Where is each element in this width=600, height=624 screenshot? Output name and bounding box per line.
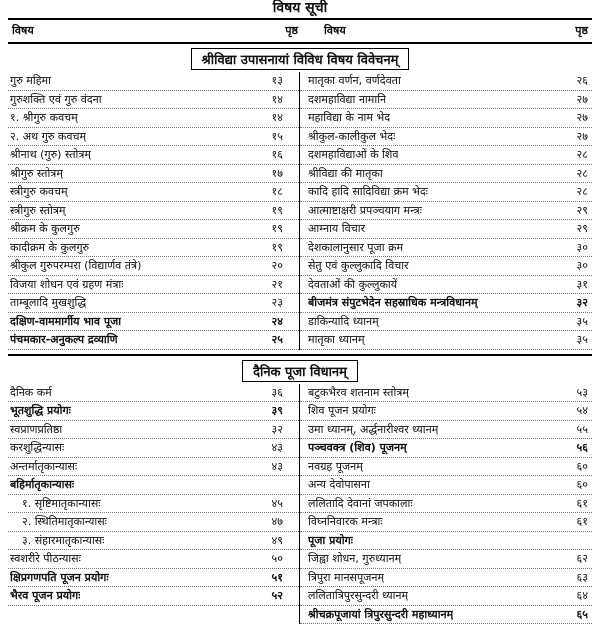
toc-entry-title: स्त्रीगुरु कवचम्: [10, 183, 68, 201]
toc-entry-page: ४७: [267, 513, 283, 531]
toc-entry-title: कादि हादि सादिविद्या क्रम भेदः: [308, 183, 428, 201]
toc-entry-page: २७: [572, 109, 588, 127]
section-2-columns: [8, 384, 592, 624]
toc-entry: [300, 532, 592, 551]
toc-entry: [300, 587, 592, 606]
toc-entry: [8, 587, 299, 606]
toc-entry-title: श्रीविद्या की मातृका: [308, 165, 383, 183]
toc-entry-page: २६: [572, 72, 588, 90]
toc-entry-title: नवग्रह पूजनम्: [308, 458, 363, 476]
toc-entry-title: स्वप्राणप्रतिष्ठा: [10, 421, 62, 439]
toc-entry: [8, 495, 299, 514]
toc-entry-title: पूजा प्रयोगः: [308, 532, 353, 550]
section-heading-1: [8, 48, 592, 70]
toc-entry-page: ६०: [572, 476, 588, 494]
toc-entry-page: ६१: [572, 495, 588, 513]
toc-entry: [300, 569, 592, 588]
toc-entry-title: विजया शोधन एवं ग्रहण मंत्राः: [10, 276, 123, 294]
section-1-left-column: [8, 72, 300, 350]
section-2-right-column: [300, 384, 592, 624]
toc-entry-title: अन्य देवोपासना: [308, 476, 370, 494]
toc-entry-title: ललितात्रिपुरसुन्दरी ध्यानम्: [308, 587, 408, 605]
toc-entry-title: देशकालानुसार पूजा क्रम: [308, 239, 403, 257]
toc-entry-page: ३२: [267, 421, 283, 439]
toc-entry: [300, 439, 592, 458]
toc-entry: [8, 202, 299, 221]
toc-entry-title: १. सृष्टिमातृकान्यासः: [10, 495, 101, 513]
toc-entry-page: ४९: [267, 532, 283, 550]
toc-entry-page: ५०: [267, 550, 283, 568]
toc-entry-page: ६४: [572, 587, 588, 605]
toc-entry-page: ३२: [572, 294, 588, 312]
toc-entry-title: अन्तर्मातृकान्यासः: [10, 458, 77, 476]
toc-entry-title: सेतु एवं कुल्लुकादि विचार: [308, 257, 409, 275]
toc-entry-page: २८: [572, 146, 588, 164]
toc-entry-page: २९: [572, 220, 588, 238]
toc-entry: [8, 384, 299, 403]
toc-entry: [8, 257, 299, 276]
toc-entry-title: भैरव पूजन प्रयोगः: [10, 587, 80, 605]
toc-entry-page: १४: [267, 91, 283, 109]
toc-entry-title: श्रीगुरु स्तोत्रम्: [10, 165, 63, 183]
toc-entry-page: १९: [267, 239, 283, 257]
toc-entry: [300, 109, 592, 128]
toc-entry: [300, 146, 592, 165]
toc-entry-title: गुरुशक्ति एवं गुरु वंदना: [10, 91, 102, 109]
toc-entry-page: १९: [267, 202, 283, 220]
section-1-columns: [8, 72, 592, 350]
toc-entry-title: दशमहाविद्याओं के शिव: [308, 146, 398, 164]
toc-entry-title: दैनिक कर्म: [10, 384, 52, 402]
toc-entry-page: १७: [267, 165, 283, 183]
toc-entry-title: क्षिप्रगणपति पूजन प्रयोगः: [10, 569, 109, 587]
toc-entry: [8, 458, 299, 477]
toc-entry: [300, 202, 592, 221]
toc-entry-title: देवताओं की कुल्लुकायें: [308, 276, 397, 294]
toc-entry-page: २५: [267, 331, 283, 349]
toc-entry: [8, 476, 299, 495]
toc-entry-page: ५४: [572, 402, 588, 420]
toc-entry: [300, 72, 592, 91]
toc-entry: [8, 532, 299, 551]
toc-entry: [300, 313, 592, 332]
toc-entry-page: २४: [267, 313, 283, 331]
toc-entry-page: ३१: [572, 276, 588, 294]
toc-entry: [300, 458, 592, 477]
toc-entry-title: आम्नाय विचार: [308, 220, 365, 238]
toc-entry: [300, 331, 592, 350]
toc-entry-page: ६५: [572, 606, 588, 624]
toc-entry-title: पंचमकार-अनुकल्प द्रव्याणि: [10, 331, 118, 349]
toc-entry-title: विघ्ननिवारक मन्त्राः: [308, 513, 383, 531]
toc-entry: [8, 421, 299, 440]
toc-entry: [8, 550, 299, 569]
toc-entry: [8, 109, 299, 128]
toc-entry: [300, 513, 592, 532]
toc-entry-page: ४३: [267, 439, 283, 457]
toc-entry-page: २८: [572, 183, 588, 201]
toc-entry-title: श्रीक्रम के कुलगुरु: [10, 220, 80, 238]
toc-entry: [8, 220, 299, 239]
toc-entry: [8, 331, 299, 350]
toc-entry-title: महाविद्या के नाम भेद: [308, 109, 390, 127]
toc-entry: [300, 476, 592, 495]
toc-entry: [300, 606, 592, 624]
column-header-row: [8, 18, 592, 44]
toc-entry-title: श्रीचक्रपूजायां त्रिपुरसुन्दरी महाध्यानम्: [308, 606, 453, 624]
section-1-right-column: [300, 72, 592, 350]
toc-entry: [8, 313, 299, 332]
toc-entry-page: १९: [267, 220, 283, 238]
toc-entry-page: ५२: [267, 587, 283, 605]
toc-entry-title: १. श्रीगुरु कवचम्: [10, 109, 78, 127]
toc-entry: [300, 294, 592, 313]
toc-entry-page: २९: [572, 202, 588, 220]
toc-entry-page: ४५: [267, 495, 283, 513]
toc-entry: [300, 183, 592, 202]
toc-entry-page: ३५: [572, 313, 588, 331]
toc-entry-page: ५५: [572, 421, 588, 439]
toc-entry: [300, 402, 592, 421]
toc-entry: [300, 239, 592, 258]
toc-entry: [300, 550, 592, 569]
toc-entry-title: पञ्चवक्त्र (शिव) पूजनम्: [308, 439, 407, 457]
toc-entry-title: कादीक्रम के कुलगुरु: [10, 239, 89, 257]
toc-entry-page: १६: [267, 146, 283, 164]
toc-entry-title: मातृका वर्णन, वर्णदेवता: [308, 72, 401, 90]
header-page-right: पृष्ठ: [548, 20, 592, 42]
toc-entry-title: दक्षिण-वाममार्गीय भाव पूजा: [10, 313, 121, 331]
toc-entry: [8, 439, 299, 458]
toc-entry: [8, 91, 299, 110]
section-divider: [8, 354, 592, 356]
toc-entry: [8, 569, 299, 588]
toc-entry-page: १३: [267, 72, 283, 90]
toc-entry-page: [267, 476, 283, 494]
toc-entry-page: ६२: [572, 550, 588, 568]
section-heading-2: [8, 360, 592, 382]
toc-entry: [8, 513, 299, 532]
toc-entry-title: ताम्बूलादि मुखशुद्धि: [10, 294, 86, 312]
toc-entry-page: २८: [572, 165, 588, 183]
toc-entry-title: गुरु महिमा: [10, 72, 51, 90]
toc-entry-title: मातृका ध्यानम्: [308, 331, 365, 349]
toc-entry-title: शिव पूजन प्रयोगः: [308, 402, 376, 420]
section-title-dainik-puja: दैनिक पूजा विधानम्: [242, 360, 358, 382]
toc-entry: [8, 276, 299, 295]
toc-entry-page: ३९: [267, 402, 283, 420]
toc-entry-title: ३. संहारमातृकान्यासः: [10, 532, 104, 550]
toc-entry-title: २. अथ गुरु कवचम्: [10, 128, 86, 146]
toc-entry-title: श्रीनाथ (गुरु) स्तोत्रम्: [10, 146, 91, 164]
header-subject-left: विषय: [8, 20, 262, 42]
toc-entry: [300, 165, 592, 184]
toc-entry: [8, 294, 299, 313]
toc-entry-page: ६१: [572, 513, 588, 531]
toc-entry: [8, 128, 299, 147]
toc-entry-title: श्रीकुल-कालीकुल भेदः: [308, 128, 395, 146]
toc-entry-title: बीजमंत्र संपुटभेदेन सहस्राधिक मन्त्रविधानम्: [308, 294, 478, 312]
toc-entry-title: श्रीकुल गुरुपरम्परा (विद्यार्णव तंत्रे): [10, 257, 141, 275]
toc-entry-title: स्त्रीगुरु स्तोत्रम्: [10, 202, 66, 220]
toc-entry: [8, 239, 299, 258]
toc-entry: [8, 72, 299, 91]
toc-entry-page: ६०: [572, 458, 588, 476]
toc-entry: [300, 257, 592, 276]
toc-entry: [8, 146, 299, 165]
header-subject-right: विषय: [298, 20, 548, 42]
toc-entry-page: २०: [267, 257, 283, 275]
toc-entry-page: २७: [572, 91, 588, 109]
toc-entry: [300, 421, 592, 440]
toc-entry-page: ४३: [267, 458, 283, 476]
page-title: विषय सूची: [8, 0, 592, 16]
header-page-left: पृष्ठ: [262, 20, 298, 42]
toc-entry-page: २३: [267, 294, 283, 312]
toc-entry-title: करशुद्धिन्यासः: [10, 439, 64, 457]
toc-entry-title: भूतशुद्धि प्रयोगः: [10, 402, 71, 420]
toc-entry-title: जिह्वा शोधन, गुरुध्यानम्: [308, 550, 401, 568]
toc-entry-page: ३०: [572, 239, 588, 257]
toc-entry-page: १४: [267, 109, 283, 127]
toc-entry-page: ३०: [572, 257, 588, 275]
toc-entry-title: आत्माष्टाक्षरी प्रपञ्चयाग मन्त्रः: [308, 202, 422, 220]
toc-entry-title: त्रिपुरा मानसपूजनम्: [308, 569, 384, 587]
toc-entry-page: ३५: [572, 331, 588, 349]
toc-entry-page: १८: [267, 183, 283, 201]
toc-entry-title: ललितादि देवानां जपकालाः: [308, 495, 413, 513]
toc-entry: [8, 183, 299, 202]
toc-entry-page: १५: [267, 128, 283, 146]
toc-entry: [300, 91, 592, 110]
toc-entry-title: दशमहाविद्या नामानि: [308, 91, 386, 109]
toc-entry-page: ६३: [572, 569, 588, 587]
toc-entry-page: २१: [267, 276, 283, 294]
toc-entry-page: ३६: [267, 384, 283, 402]
toc-entry-title: बटुकभैरव शतनाम स्तोत्रम्: [308, 384, 409, 402]
toc-entry-page: [572, 532, 588, 550]
toc-entry-title: स्वशरीरे पीठन्यासः: [10, 550, 81, 568]
toc-entry-page: ५६: [572, 439, 588, 457]
toc-entry-title: बहिर्मातृकान्यासः: [10, 476, 74, 494]
toc-entry-title: उमा ध्यानम्, अर्द्धनारीश्वर ध्यानम्: [308, 421, 438, 439]
toc-entry: [300, 495, 592, 514]
toc-entry: [300, 220, 592, 239]
toc-entry-page: २७: [572, 128, 588, 146]
toc-entry: [300, 384, 592, 403]
toc-entry-title: २. स्थितिमातृकान्यासः: [10, 513, 107, 531]
toc-entry-page: ५१: [267, 569, 283, 587]
toc-entry-title: डाकिन्यादि ध्यानम्: [308, 313, 379, 331]
toc-entry-page: ५३: [572, 384, 588, 402]
toc-entry: [300, 128, 592, 147]
section-2-left-column: [8, 384, 300, 624]
section-title-shrividya: श्रीविद्या उपासनायां विविध विषय विवेचनम्: [191, 48, 410, 70]
toc-entry: [300, 276, 592, 295]
toc-entry: [8, 165, 299, 184]
toc-entry: [8, 402, 299, 421]
